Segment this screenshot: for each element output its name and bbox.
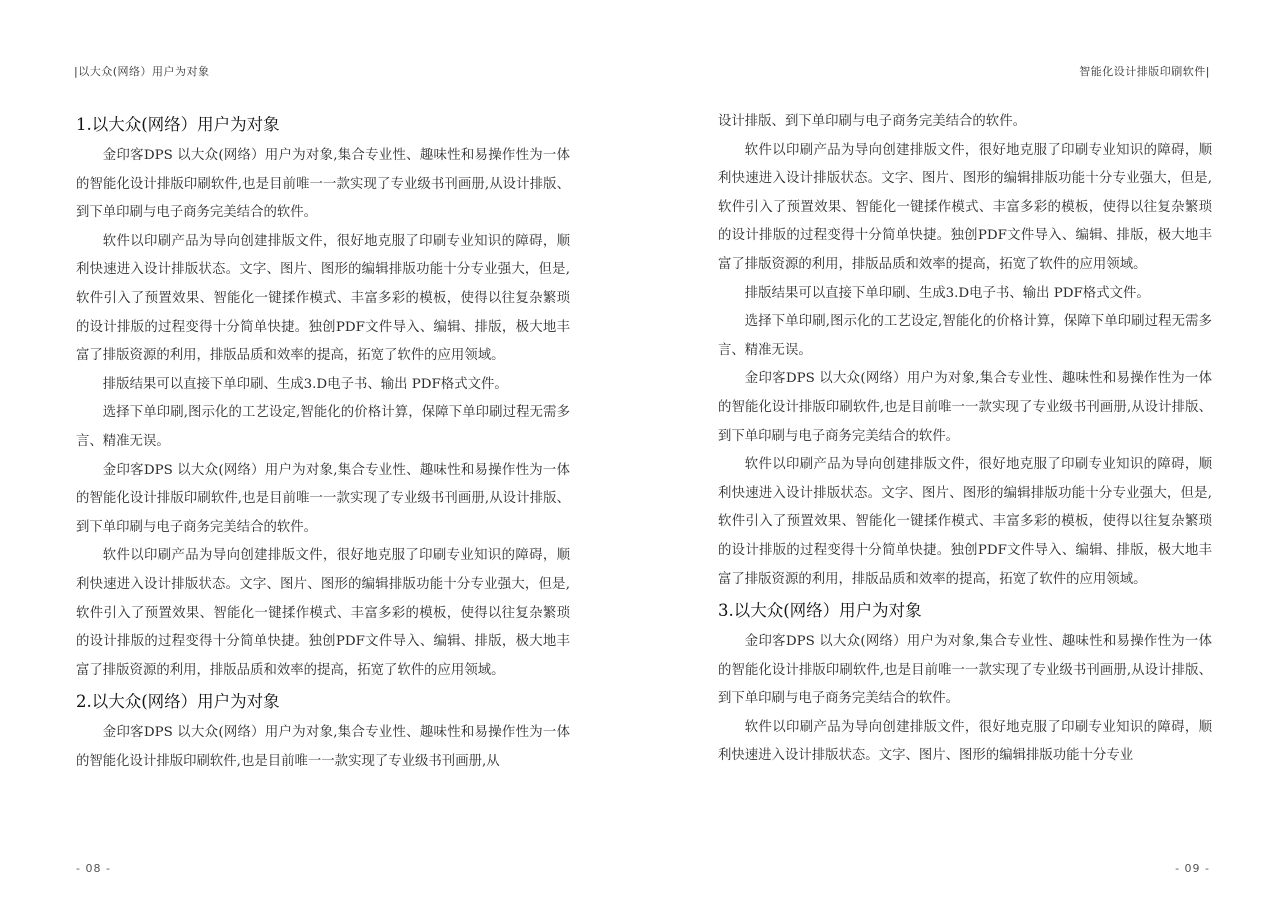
section-heading-2: 2.以大众(网络）用户为对象 [76,692,280,712]
right-page [642,0,1284,907]
paragraph: 排版结果可以直接下单印刷、生成3.D电子书、输出 PDF格式文件。 [102,376,508,392]
paragraph: 软件以印刷产品为导向创建排版文件，很好地克服了印刷专业知识的障碍，顺利快速进入设计排版状态。文字、图片、图形的编辑排版功能十分专业强大，但是,软件引入了预置效果、智能化一键揉作模式、丰富多彩的模板，使得以往复杂繁琐的设计排版的过程变得十分简单快捷。独创PDF文件导入、编辑、排版，极大地丰富了排版资源的利用，排版品质和效率的提高，拓宽了软件的应用领域。 [76,548,570,678]
page-number-left: - 08 - [76,862,111,875]
paragraph: 选择下单印刷,图示化的工艺设定,智能化的价格计算，保障下单印刷过程无需多言、精准无误。 [718,314,1212,358]
running-header-right: 智能化设计排版印刷软件| [1079,65,1210,78]
paragraph: 排版结果可以直接下单印刷、生成3.D电子书、输出 PDF格式文件。 [744,285,1150,301]
paragraph: 金印客DPS 以大众(网络）用户为对象,集合专业性、趣味性和易操作性为一体的智能化设计排版印刷软件,也是目前唯一一款实现了专业级书刊画册,从设计排版、到下单印刷与电子商务完美结合的软件。 [76,462,570,535]
paragraph: 金印客DPS 以大众(网络）用户为对象,集合专业性、趣味性和易操作性为一体的智能化设计排版印刷软件,也是目前唯一一款实现了专业级书刊画册,从设计排版、到下单印刷与电子商务完美结合的软件。 [76,148,570,221]
right-page-body [718,108,1212,771]
paragraph: 金印客DPS 以大众(网络）用户为对象,集合专业性、趣味性和易操作性为一体的智能化设计排版印刷软件,也是目前唯一一款实现了专业级书刊画册,从设计排版、到下单印刷与电子商务完美结合的软件。 [718,371,1212,444]
section-heading-1: 1.以大众(网络）用户为对象 [76,115,280,134]
paragraph: 软件以印刷产品为导向创建排版文件，很好地克服了印刷专业知识的障碍，顺利快速进入设计排版状态。文字、图片、图形的编辑排版功能十分专业强大，但是,软件引入了预置效果、智能化一键揉作模式、丰富多彩的模板，使得以往复杂繁琐的设计排版的过程变得十分简单快捷。独创PDF文件导入、编辑、排版，极大地丰富了排版资源的利用，排版品质和效率的提高，拓宽了软件的应用领域。 [718,142,1212,272]
left-page-body [76,108,570,776]
paragraph: 软件以印刷产品为导向创建排版文件，很好地克服了印刷专业知识的障碍，顺利快速进入设计排版状态。文字、图片、图形的编辑排版功能十分专业强大，但是,软件引入了预置效果、智能化一键揉作模式、丰富多彩的模板，使得以往复杂繁琐的设计排版的过程变得十分简单快捷。独创PDF文件导入、编辑、排版，极大地丰富了排版资源的利用，排版品质和效率的提高，拓宽了软件的应用领域。 [76,233,570,364]
paragraph: 软件以印刷产品为导向创建排版文件，很好地克服了印刷专业知识的障碍，顺利快速进入设计排版状态。文字、图片、图形的编辑排版功能十分专业强大，但是,软件引入了预置效果、智能化一键揉作模式、丰富多彩的模板，使得以往复杂繁琐的设计排版的过程变得十分简单快捷。独创PDF文件导入、编辑、排版，极大地丰富了排版资源的利用，排版品质和效率的提高，拓宽了软件的应用领域。 [718,457,1212,587]
section-heading-3: 3.以大众(网络）用户为对象 [718,601,922,621]
paragraph: 金印客DPS 以大众(网络）用户为对象,集合专业性、趣味性和易操作性为一体的智能化设计排版印刷软件,也是目前唯一一款实现了专业级书刊画册,从设计排版、到下单印刷与电子商务完美结合的软件。 [718,634,1212,707]
paragraph: 选择下单印刷,图示化的工艺设定,智能化的价格计算，保障下单印刷过程无需多言、精准无误。 [76,405,570,449]
paragraph: 软件以印刷产品为导向创建排版文件，很好地克服了印刷专业知识的障碍，顺利快速进入设计排版状态。文字、图片、图形的编辑排版功能十分专业 [718,719,1212,764]
running-header-left: |以大众(网络）用户为对象 [74,65,210,78]
paragraph: 金印客DPS 以大众(网络）用户为对象,集合专业性、趣味性和易操作性为一体的智能化设计排版印刷软件,也是目前唯一一款实现了专业级书刊画册,从 [76,725,570,769]
paragraph-continuation: 设计排版、到下单印刷与电子商务完美结合的软件。 [718,114,1026,129]
page-number-right: - 09 - [1175,862,1210,875]
